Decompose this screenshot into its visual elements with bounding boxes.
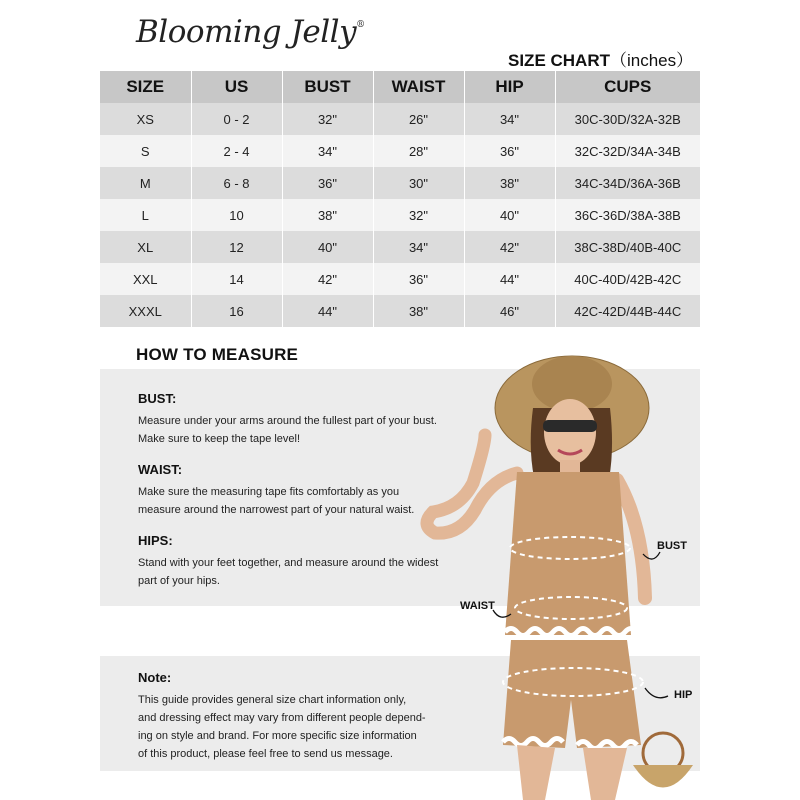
table-row <box>100 103 700 135</box>
cell-cups: 30C-30D/32A-32B <box>555 103 700 135</box>
header-waist: WAIST <box>373 71 464 103</box>
cell-size: XXXL <box>100 295 191 327</box>
cell-cups: 36C-36D/38A-38B <box>555 199 700 231</box>
hip-label: HIP <box>674 689 693 701</box>
cell-us: 14 <box>191 263 282 295</box>
cell-size: XXL <box>100 263 191 295</box>
cell-bust: 36" <box>282 167 373 199</box>
cell-bust: 32" <box>282 103 373 135</box>
cell-us: 10 <box>191 199 282 231</box>
bust-line: Make sure to keep the tape level! <box>138 433 301 445</box>
cell-cups: 32C-32D/34A-34B <box>555 135 700 167</box>
cell-waist: 26" <box>373 103 464 135</box>
cell-size: L <box>100 199 191 231</box>
cell-hip: 34" <box>464 103 555 135</box>
tank-top <box>505 472 631 635</box>
cell-cups: 40C-40D/42B-42C <box>555 263 700 295</box>
size-table <box>100 71 700 327</box>
cell-hip: 36" <box>464 135 555 167</box>
cell-size: M <box>100 167 191 199</box>
cell-bust: 38" <box>282 199 373 231</box>
table-header-row <box>100 71 700 103</box>
size-chart-title <box>508 46 693 71</box>
cell-waist: 28" <box>373 135 464 167</box>
cell-waist: 36" <box>373 263 464 295</box>
how-to-measure-title: HOW TO MEASURE <box>136 345 299 364</box>
bust-line: Measure under your arms around the fullest part of your bust. <box>138 415 437 427</box>
brand-logo <box>136 14 365 50</box>
bust-label: BUST <box>657 540 687 552</box>
waist-label: WAIST <box>460 600 495 612</box>
waist-heading: WAIST: <box>138 462 183 477</box>
cell-hip: 38" <box>464 167 555 199</box>
size-chart-heading: SIZE CHART <box>508 51 610 70</box>
table-row <box>100 167 700 199</box>
cell-hip: 44" <box>464 263 555 295</box>
cell-us: 16 <box>191 295 282 327</box>
header-hip: HIP <box>464 71 555 103</box>
cell-bust: 42" <box>282 263 373 295</box>
note-line: This guide provides general size chart information only, <box>138 694 407 706</box>
waist-line: Make sure the measuring tape fits comfortably as you <box>138 486 400 498</box>
shorts <box>503 640 641 748</box>
hips-line: part of your hips. <box>138 575 220 587</box>
note-heading: Note: <box>138 670 172 685</box>
table-row <box>100 199 700 231</box>
cell-bust: 44" <box>282 295 373 327</box>
note-line: of this product, please feel free to send us message. <box>138 748 393 760</box>
note-line: and dressing effect may vary from different people depend- <box>138 712 426 724</box>
hips-line: Stand with your feet together, and measure around the widest <box>138 557 439 569</box>
brand-name: Blooming Jelly <box>136 14 357 50</box>
cell-cups: 38C-38D/40B-40C <box>555 231 700 263</box>
waist-line: measure around the narrowest part of your natural waist. <box>138 504 415 516</box>
cell-cups: 42C-42D/44B-44C <box>555 295 700 327</box>
cell-hip: 46" <box>464 295 555 327</box>
header-cups: CUPS <box>555 71 700 103</box>
cell-cups: 34C-34D/36A-36B <box>555 167 700 199</box>
table-row <box>100 263 700 295</box>
trademark-mark: ® <box>356 20 365 30</box>
cell-waist: 30" <box>373 167 464 199</box>
cell-hip: 42" <box>464 231 555 263</box>
size-chart-unit: （inches） <box>610 51 694 70</box>
cell-us: 12 <box>191 231 282 263</box>
cell-us: 2 - 4 <box>191 135 282 167</box>
cell-us: 0 - 2 <box>191 103 282 135</box>
cell-bust: 34" <box>282 135 373 167</box>
cell-waist: 34" <box>373 231 464 263</box>
cell-hip: 40" <box>464 199 555 231</box>
cell-us: 6 - 8 <box>191 167 282 199</box>
note-line: ing on style and brand. For more specific size information <box>138 730 417 742</box>
cell-waist: 38" <box>373 295 464 327</box>
header-us: US <box>191 71 282 103</box>
cell-size: XL <box>100 231 191 263</box>
cell-size: XS <box>100 103 191 135</box>
sunglasses-icon <box>543 420 597 432</box>
cell-bust: 40" <box>282 231 373 263</box>
header-bust: BUST <box>282 71 373 103</box>
table-row <box>100 135 700 167</box>
model-illustration <box>405 340 695 800</box>
table-row <box>100 295 700 327</box>
header-size: SIZE <box>100 71 191 103</box>
cell-waist: 32" <box>373 199 464 231</box>
cell-size: S <box>100 135 191 167</box>
table-row <box>100 231 700 263</box>
bust-heading: BUST: <box>138 391 177 406</box>
hips-heading: HIPS: <box>138 533 173 548</box>
